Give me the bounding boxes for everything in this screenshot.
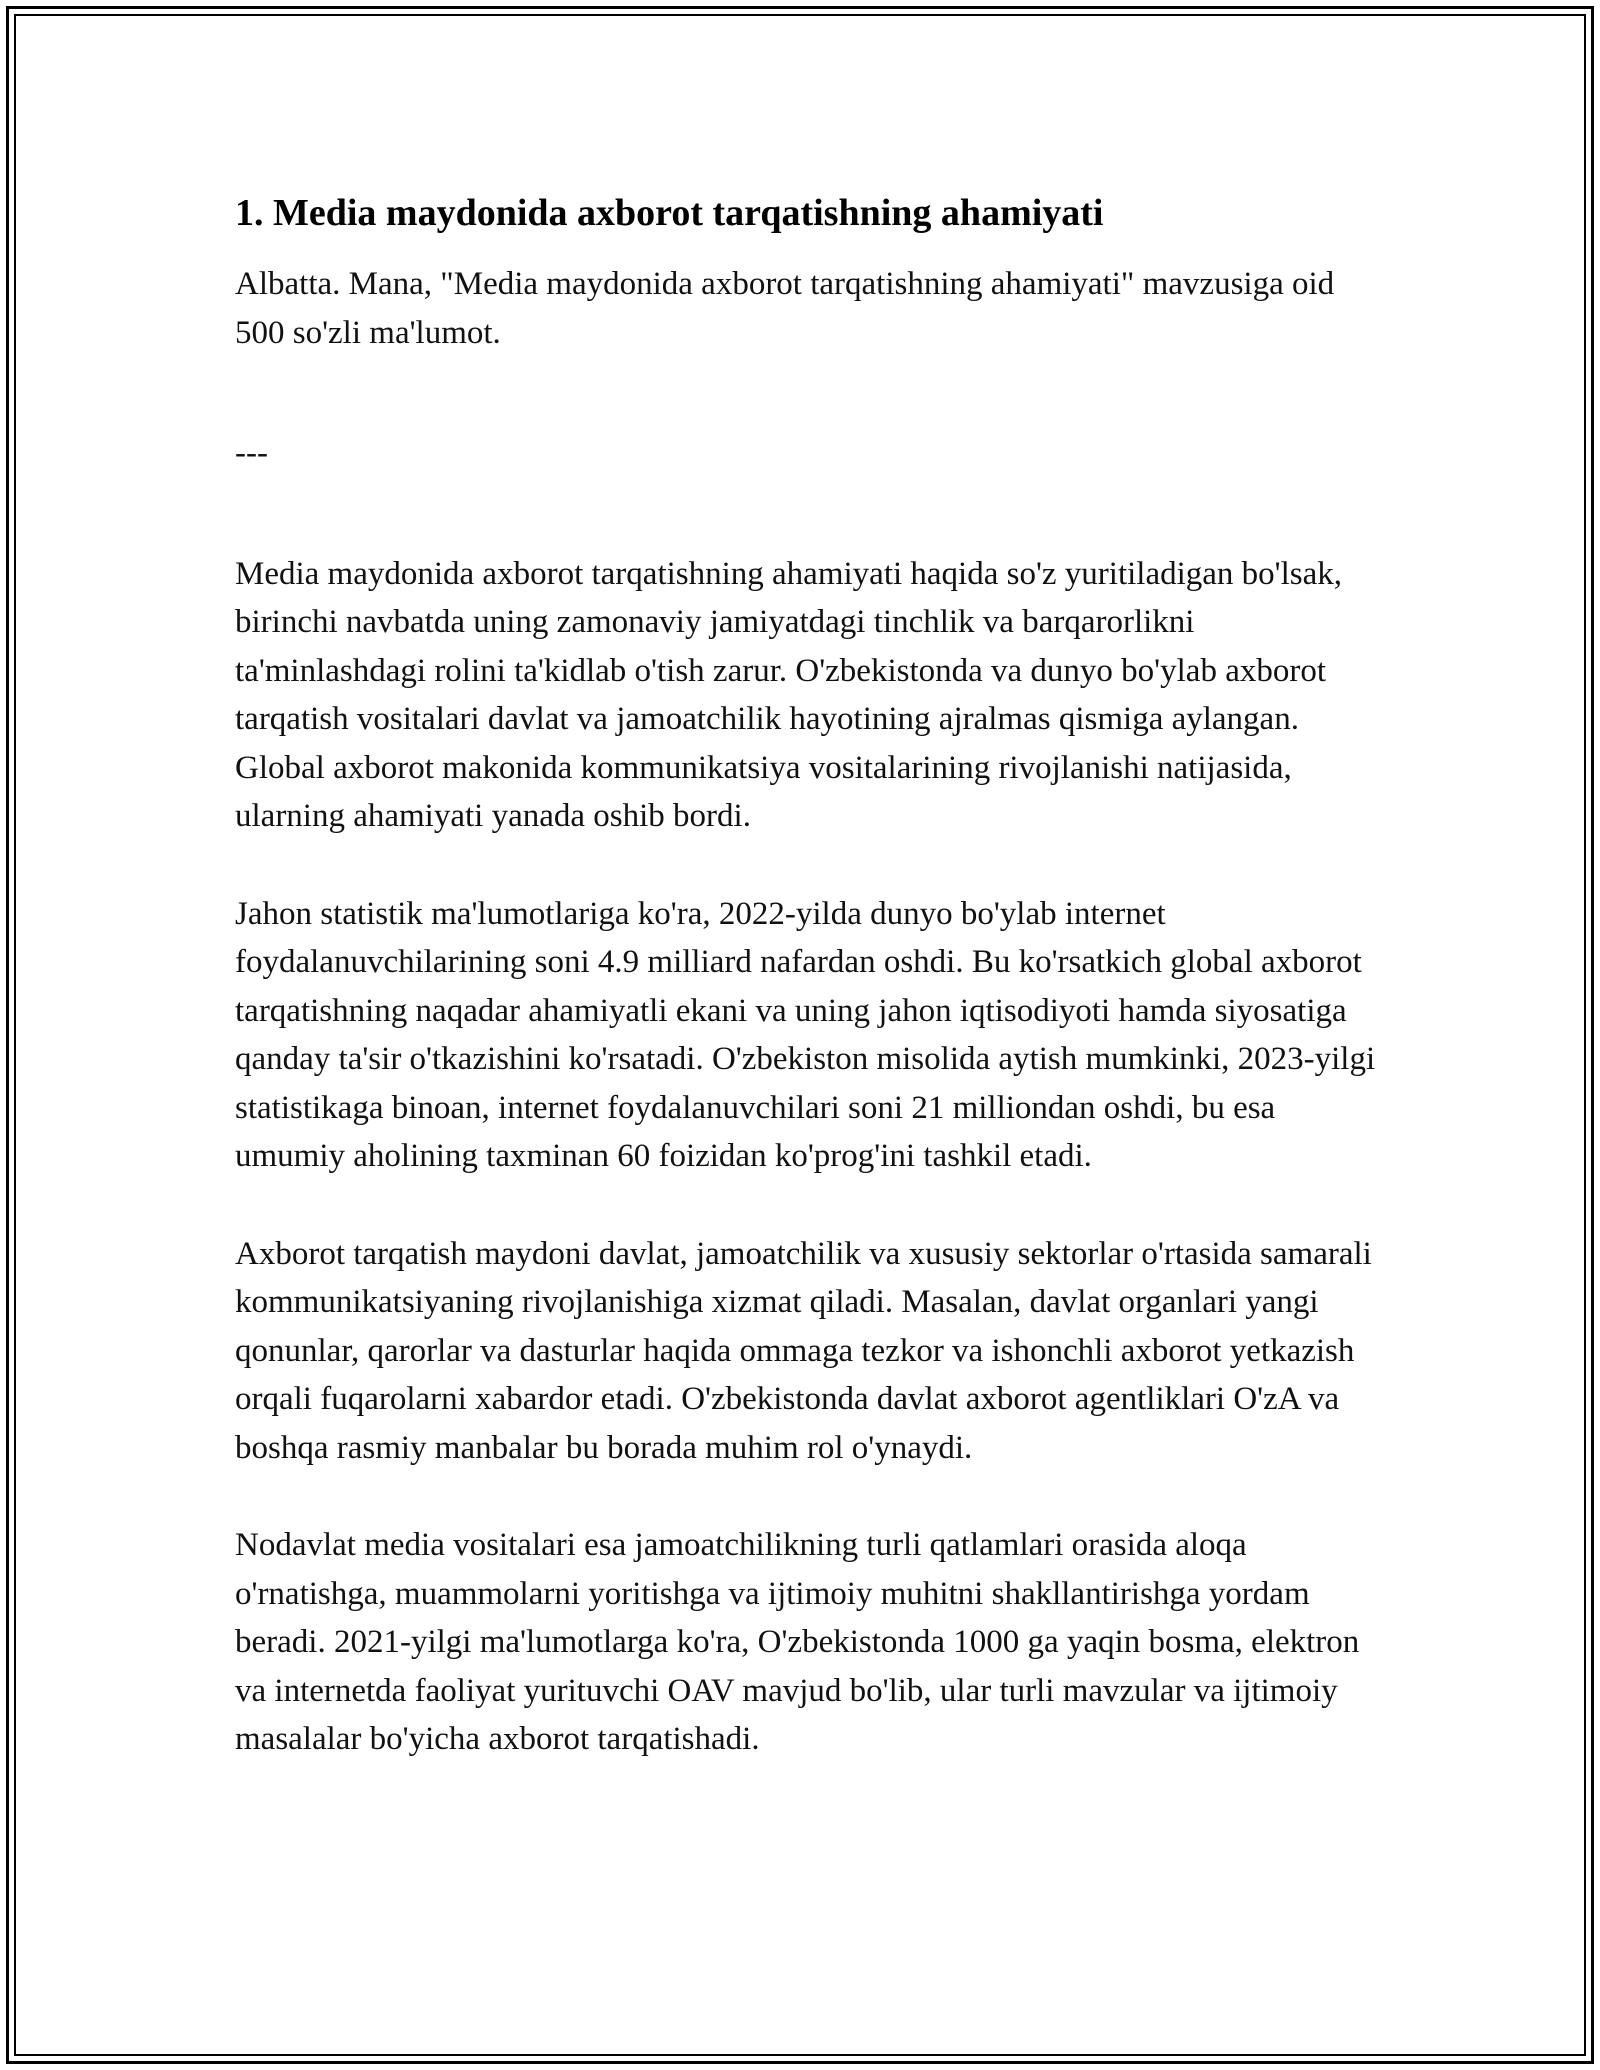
intro-paragraph: Albatta. Mana, "Media maydonida axborot tarqatishning ahamiyati" mavzusiga oid 500 so'zli ma'lumot. [235,266,1335,351]
document-body [235,188,1385,1764]
separator-line: --- [235,435,268,471]
body-paragraph-1: Media maydonida axborot tarqatishning ahamiyati haqida so'z yuritiladigan bo'lsak, birinchi navbatda uning zamonaviy jamiyatdagi tinchlik va barqarorlikni ta'minlashdagi rolini ta'kidlab o'tish zarur. O'zbekistonda va dunyo bo'ylab axborot tarqatish vositalari davlat va jamoatchilik hayotining ajralmas qismiga aylangan. Global axborot makonida kommunikatsiya vositalarining rivojlanishi natijasida, ularning ahamiyati yanada oshib bordi. [235,555,1343,834]
body-paragraph-2: Jahon statistik ma'lumotlariga ko'ra, 2022-yilda dunyo bo'ylab internet foydalanuvchilarining soni 4.9 milliard nafardan oshdi. Bu ko'rsatkich global axborot tarqatishning naqadar ahamiyatli ekani va uning jahon iqtisodiyoti hamda siyosatiga qanday ta'sir o'tkazishini ko'rsatadi. O'zbekiston misolida aytish mumkinki, 2023-yilgi statistikaga binoan, internet foydalanuvchilari soni 21 milliondan oshdi, bu esa umumiy aholining taxminan 60 foizidan ko'prog'ini tashkil etadi. [235,895,1376,1174]
body-paragraph-4: Nodavlat media vositalari esa jamoatchilikning turli qatlamlari orasida aloqa o'rnatishga, muammolarni yoritishga va ijtimoiy muhitni shakllantirishga yordam beradi. 2021-yilgi ma'lumotlarga ko'ra, O'zbekistonda 1000 ga yaqin bosma, elektron va internetda faoliyat yurituvchi OAV mavjud bo'lib, ular turli mavzular va ijtimoiy masalalar bo'yicha axborot tarqatishadi. [235,1527,1360,1757]
body-paragraph-3: Axborot tarqatish maydoni davlat, jamoatchilik va xususiy sektorlar o'rtasida samarali kommunikatsiyaning rivojlanishiga xizmat qiladi. Masalan, davlat organlari yangi qonunlar, qarorlar va dasturlar haqida ommaga tezkor va ishonchli axborot yetkazish orqali fuqarolarni xabardor etadi. O'zbekistonda davlat axborot agentliklari O'zA va boshqa rasmiy manbalar bu borada muhim rol o'ynaydi. [235,1235,1372,1466]
document-title: 1. Media maydonida axborot tarqatishning ahamiyati [235,192,1104,234]
